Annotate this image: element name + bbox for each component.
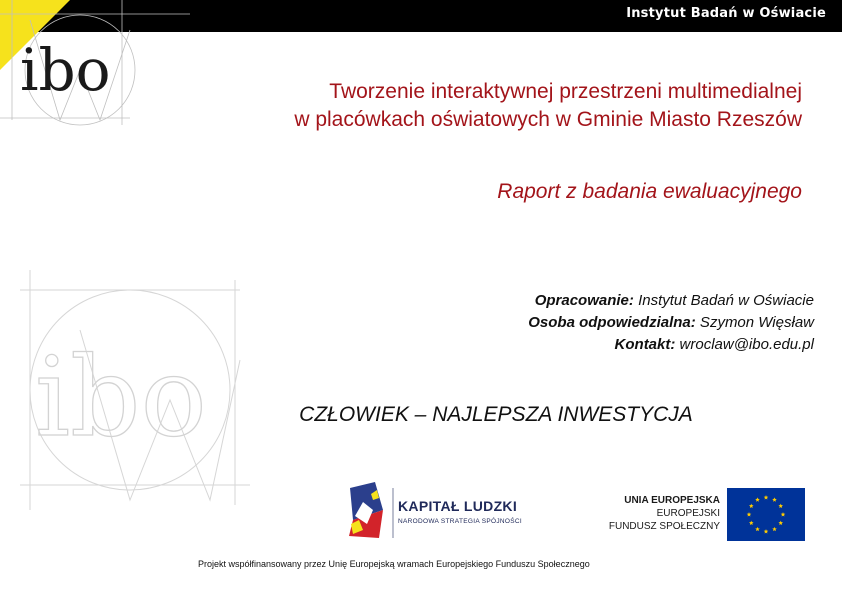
eu-line-2: EUROPEJSKI [656,508,720,519]
footer-note: Projekt współfinansowany przez Unię Europejską wramach Europejskiego Funduszu Społecznego [198,559,590,569]
org-name: Instytut Badań w Oświacie [626,6,826,21]
responsible-person [528,312,814,334]
eu-label [580,494,720,533]
eu-line-3: FUNDUSZ SPOŁECZNY [608,521,720,532]
contact-value[interactable]: wroclaw@ibo.edu.pl [675,336,814,353]
report-title [142,78,802,134]
kapital-ludzki-tagline: NARODOWA STRATEGIA SPÓJNOŚCI [398,518,522,525]
prepared-value: Instytut Badań w Oświacie [633,292,814,309]
eu-flag-icon [727,488,805,541]
contact-label: Kontakt: [614,336,676,353]
prepared-label: Opracowanie: [534,292,634,309]
slogan: CZŁOWIEK – NAJLEPSZA INWESTYCJA [299,403,693,426]
title-line-2: w placówkach oświatowych w Gminie Miasto Rzeszów [294,108,802,131]
report-subtitle: Raport z badania ewaluacyjnego [497,180,802,203]
logo-text: ibo [20,36,111,104]
kapital-ludzki-name: KAPITAŁ LUDZKI [398,498,518,514]
credits-block [528,290,814,356]
responsible-value: Szymon Więsław [695,314,814,331]
contact [528,334,814,356]
responsible-label: Osoba odpowiedzialna: [528,314,696,331]
title-line-1: Tworzenie interaktywnej przestrzeni multimedialnej [329,80,802,103]
prepared-by [528,290,814,312]
watermark-text: ibo [35,333,207,461]
eu-line-1: UNIA EUROPEJSKA [624,495,720,506]
ibo-watermark [20,270,270,520]
